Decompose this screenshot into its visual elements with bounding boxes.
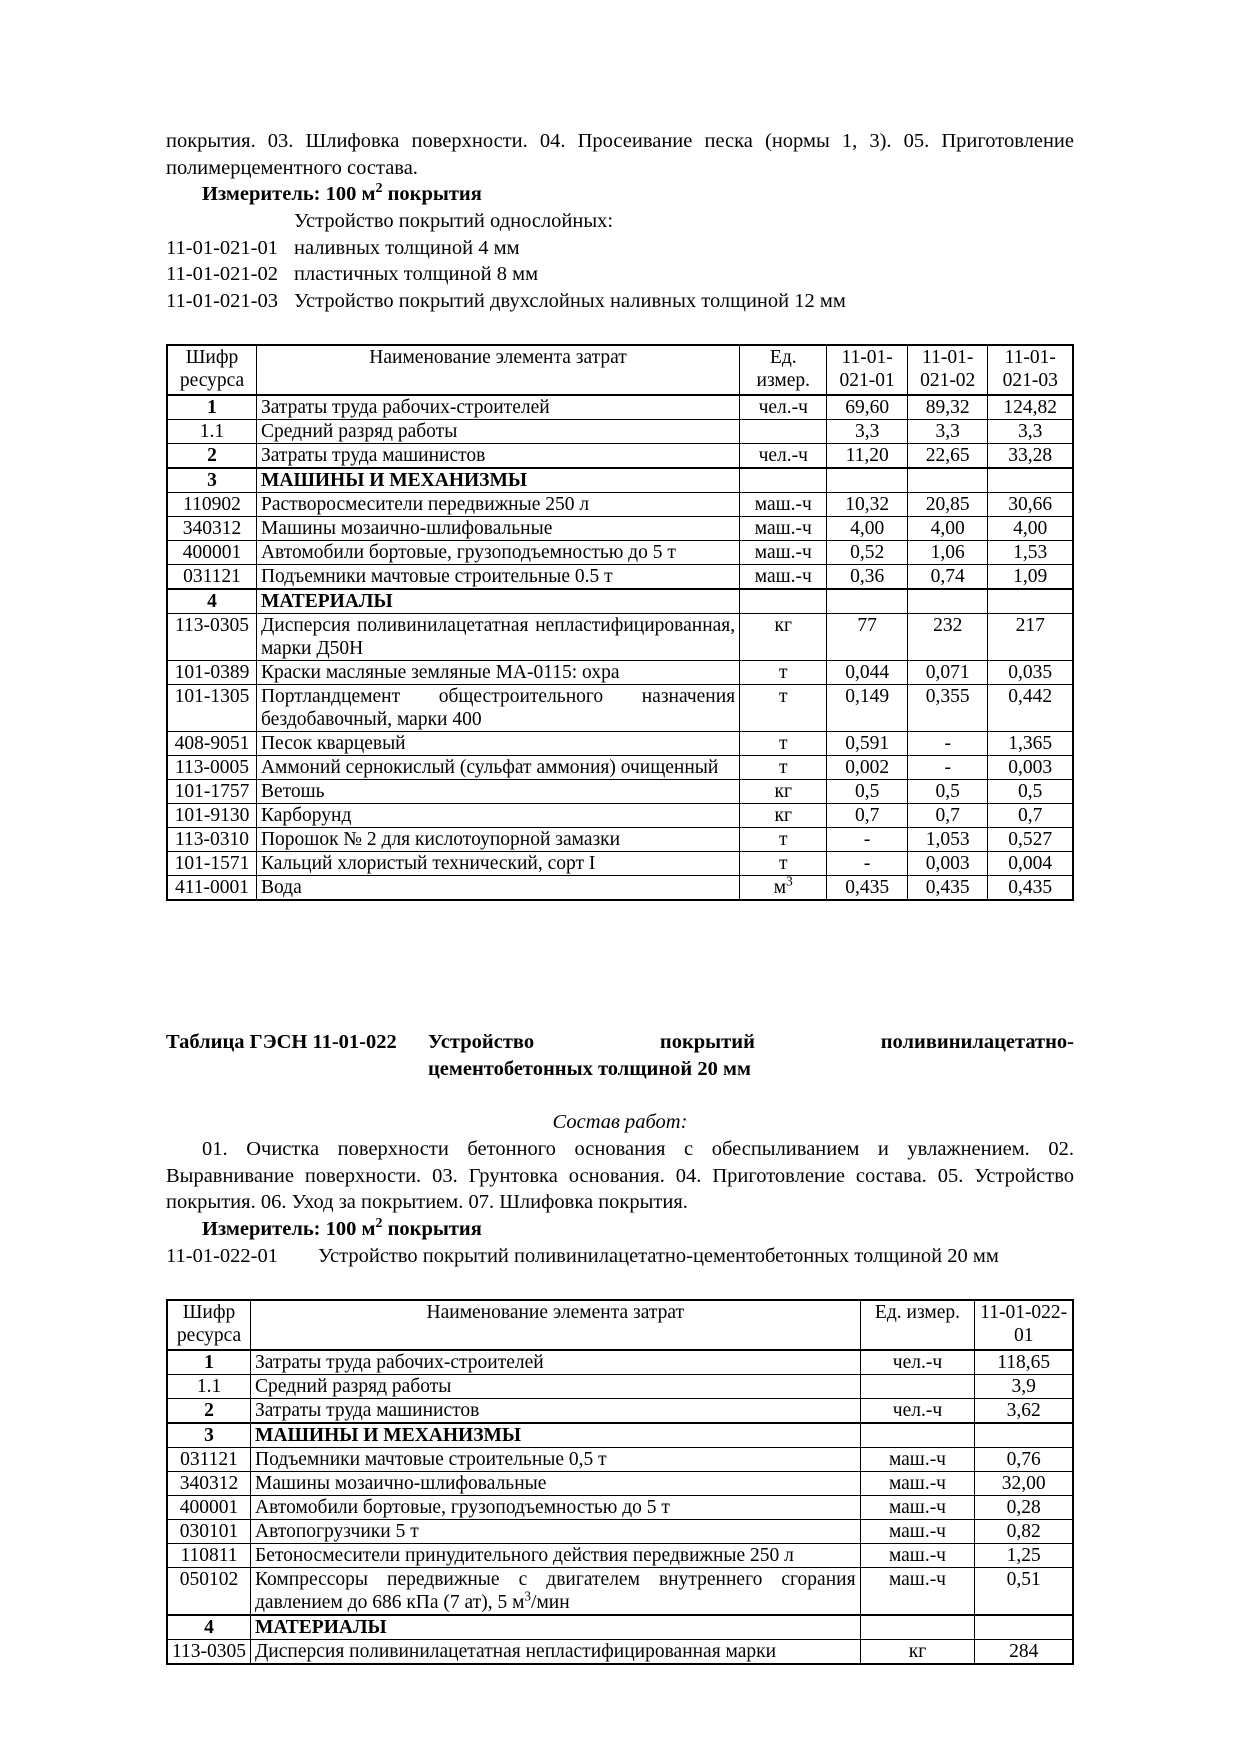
cell-resource-code: 4 <box>167 589 256 614</box>
cell-unit: маш.-ч <box>860 1520 975 1544</box>
cell-value-1: 0,82 <box>975 1520 1073 1544</box>
cell-resource-code: 110902 <box>167 493 256 517</box>
cell-resource-name: Дисперсия поливинилацетатная непластифицированная, марки Д50Н <box>256 614 739 661</box>
cell-value-2: 0,74 <box>907 565 988 590</box>
code-desc: наливных толщиной 4 мм <box>294 236 520 259</box>
cell-value-1: 0,51 <box>975 1568 1073 1616</box>
cell-resource-name: Автомобили бортовые, грузоподъемностью до 5 т <box>256 541 739 565</box>
cell-value-2: - <box>907 756 988 780</box>
cell-resource-code: 031121 <box>167 565 256 590</box>
cell-resource-name: Карборунд <box>256 804 739 828</box>
header-col-11-01-021-03: 11-01-021-03 <box>988 345 1073 395</box>
cell-value-3: 0,442 <box>988 685 1073 732</box>
cell-resource-code: 101-1305 <box>167 685 256 732</box>
cell-resource-name: Аммоний сернокислый (сульфат аммония) очищенный <box>256 756 739 780</box>
cell-unit: кг <box>740 804 827 828</box>
cell-value-2: 232 <box>907 614 988 661</box>
cell-value-3: 0,435 <box>988 876 1073 901</box>
cell-value-2: - <box>907 732 988 756</box>
cell-resource-code: 340312 <box>167 517 256 541</box>
table-row <box>167 517 1073 541</box>
cell-resource-code: 1 <box>167 1350 251 1375</box>
table-title-line1: Устройство покрытий поливинилацетатно- <box>428 1031 1074 1053</box>
cell-value-1 <box>827 589 908 614</box>
cell-value-1: - <box>827 852 908 876</box>
table-row <box>167 1520 1073 1544</box>
cell-value-2: 0,7 <box>907 804 988 828</box>
cell-resource-name: Подъемники мачтовые строительные 0.5 т <box>256 565 739 590</box>
cell-resource-code: 340312 <box>167 1472 251 1496</box>
cell-resource-name: Растворосмесители передвижные 250 л <box>256 493 739 517</box>
cell-value-3: 33,28 <box>988 444 1073 469</box>
table-row <box>167 541 1073 565</box>
cell-resource-name: Затраты труда машинистов <box>256 444 739 469</box>
cell-unit: т <box>740 852 827 876</box>
code-line-item <box>166 261 1074 288</box>
measure-label: Измеритель: 100 м <box>202 1217 376 1240</box>
cell-unit: маш.-ч <box>860 1544 975 1568</box>
cell-value-1 <box>975 1423 1073 1448</box>
table-row <box>167 1615 1073 1640</box>
page-content <box>166 128 1074 1665</box>
table-label: Таблица ГЭСН 11-01-022 <box>166 1031 397 1053</box>
table-title-block-2 <box>166 1029 1074 1083</box>
cell-unit: кг <box>860 1640 975 1665</box>
cell-value-1: 69,60 <box>827 395 908 420</box>
cell-value-3: 0,004 <box>988 852 1073 876</box>
table-row <box>167 589 1073 614</box>
table-row <box>167 614 1073 661</box>
cell-resource-name: Средний разряд работы <box>251 1375 861 1399</box>
cell-unit: чел.-ч <box>860 1399 975 1424</box>
table-row <box>167 852 1073 876</box>
cell-resource-code: 113-0305 <box>167 614 256 661</box>
code-id: 11-01-022-01 <box>166 1244 278 1267</box>
cell-value-3: 4,00 <box>988 517 1073 541</box>
table-row <box>167 493 1073 517</box>
cell-value-3: 3,3 <box>988 420 1073 444</box>
cell-value-3: 0,035 <box>988 661 1073 685</box>
cell-value-2 <box>907 468 988 493</box>
cell-value-1: 11,20 <box>827 444 908 469</box>
table-row <box>167 444 1073 469</box>
cell-value-1: 0,149 <box>827 685 908 732</box>
cell-value-3: 1,365 <box>988 732 1073 756</box>
table-title-line2: цементобетонных толщиной 20 мм <box>428 1058 751 1080</box>
cell-value-1: 118,65 <box>975 1350 1073 1375</box>
table-row <box>167 756 1073 780</box>
cell-resource-code: 050102 <box>167 1568 251 1616</box>
cell-resource-name: Затраты труда машинистов <box>251 1399 861 1424</box>
cell-unit <box>740 468 827 493</box>
measure-exponent: 2 <box>375 181 383 197</box>
cell-unit: маш.-ч <box>860 1448 975 1472</box>
cell-resource-name: Портландцемент общестроительного назначения бездобавочный, марки 400 <box>256 685 739 732</box>
cell-value-1: 284 <box>975 1640 1073 1665</box>
cell-value-2: 22,65 <box>907 444 988 469</box>
cell-resource-name: Ветошь <box>256 780 739 804</box>
cell-resource-code: 113-0310 <box>167 828 256 852</box>
code-id: 11-01-021-02 <box>166 263 278 285</box>
cell-resource-code: 101-9130 <box>167 804 256 828</box>
cell-value-1: 3,62 <box>975 1399 1073 1424</box>
cell-resource-code: 101-0389 <box>167 661 256 685</box>
spacer <box>166 985 1074 1029</box>
code-desc: Устройство покрытий двухслойных наливных толщиной 12 мм <box>294 289 846 312</box>
cell-value-3: 30,66 <box>988 493 1073 517</box>
measure-tail: покрытия <box>382 183 482 205</box>
cell-value-3: 124,82 <box>988 395 1073 420</box>
cell-value-3: 0,7 <box>988 804 1073 828</box>
cell-value-1: 32,00 <box>975 1472 1073 1496</box>
cell-unit <box>860 1375 975 1399</box>
cell-resource-name: Кальций хлористый технический, сорт I <box>256 852 739 876</box>
code-line-item <box>166 288 1074 315</box>
header-resource-name: Наименование элемента затрат <box>251 1300 861 1350</box>
cell-unit: $м^3$ <box>740 876 827 901</box>
measure-exponent: 2 <box>375 1215 383 1231</box>
cell-resource-code: 101-1757 <box>167 780 256 804</box>
table-row <box>167 1423 1073 1448</box>
cell-unit: т <box>740 685 827 732</box>
measure-label: Измеритель: 100 м <box>202 183 376 205</box>
table-row <box>167 685 1073 732</box>
cell-unit: маш.-ч <box>740 517 827 541</box>
table-row <box>167 395 1073 420</box>
cell-value-2 <box>907 589 988 614</box>
cell-value-1: 0,36 <box>827 565 908 590</box>
cell-value-1: 0,435 <box>827 876 908 901</box>
header-resource-code: Шифр ресурса <box>167 345 256 395</box>
cell-resource-code: 400001 <box>167 1496 251 1520</box>
cell-unit <box>860 1615 975 1640</box>
cell-resource-name: Компрессоры передвижные с двигателем внутреннего сгорания давлением до 686 кПа (7 ат), 5 $м^3$/мин <box>251 1568 861 1616</box>
measure-tail: покрытия <box>382 1217 482 1240</box>
unit-exponent: 3 <box>786 873 793 889</box>
table-row <box>167 1472 1073 1496</box>
header-col-11-01-021-01: 11-01-021-01 <box>827 345 908 395</box>
table-row <box>167 732 1073 756</box>
cell-resource-code: 400001 <box>167 541 256 565</box>
table-row <box>167 1350 1073 1375</box>
cell-value-1: 0,002 <box>827 756 908 780</box>
cell-value-1: 0,28 <box>975 1496 1073 1520</box>
cell-value-1: 10,32 <box>827 493 908 517</box>
table-row <box>167 1640 1073 1665</box>
cell-unit: чел.-ч <box>740 395 827 420</box>
header-col-11-01-021-02: 11-01-021-02 <box>907 345 988 395</box>
code-desc: Устройство покрытий поливинилацетатно-цементобетонных толщиной 20 мм <box>318 1244 999 1267</box>
cell-value-2: 0,003 <box>907 852 988 876</box>
cell-value-2: 3,3 <box>907 420 988 444</box>
spacer <box>166 1083 1074 1109</box>
cell-value-1: 0,5 <box>827 780 908 804</box>
cell-value-3: 0,527 <box>988 828 1073 852</box>
cell-value-3: 217 <box>988 614 1073 661</box>
code-id: 11-01-021-03 <box>166 289 278 312</box>
cell-value-2: 1,053 <box>907 828 988 852</box>
table1-body <box>167 345 1073 900</box>
cell-resource-code: 113-0005 <box>167 756 256 780</box>
cell-resource-code: 1 <box>167 395 256 420</box>
cell-value-1: - <box>827 828 908 852</box>
table-row <box>167 1399 1073 1424</box>
sostav-body: 01. Очистка поверхности бетонного основания с обеспыливанием и увлажнением. 02. Выравнивание поверхности. 03. Грунтовка основания. 04. Приготовление состава. 05. Устройство покрытия. 06. Уход за покрытием. 07. Шлифовка покрытия. <box>166 1138 1074 1213</box>
header-unit: Ед. измер. <box>860 1300 975 1350</box>
cell-value-2: 1,06 <box>907 541 988 565</box>
cell-resource-code: 030101 <box>167 1520 251 1544</box>
table-row <box>167 1448 1073 1472</box>
cell-value-2: 0,5 <box>907 780 988 804</box>
cell-resource-code: 3 <box>167 1423 251 1448</box>
header-resource-name: Наименование элемента затрат <box>256 345 739 395</box>
cell-unit: кг <box>740 780 827 804</box>
cell-resource-name: Затраты труда рабочих-строителей <box>251 1350 861 1375</box>
header-col-11-01-022-01: 11-01-022-01 <box>975 1300 1073 1350</box>
cell-resource-name: Машины мозаично-шлифовальные <box>256 517 739 541</box>
cell-resource-code: 2 <box>167 1399 251 1424</box>
cell-unit: т <box>740 828 827 852</box>
table2-body <box>167 1300 1073 1664</box>
cell-unit: маш.-ч <box>860 1472 975 1496</box>
resource-table-11-01-021 <box>166 344 1074 901</box>
cell-unit <box>740 589 827 614</box>
cell-value-2: 4,00 <box>907 517 988 541</box>
cell-resource-name: Дисперсия поливинилацетатная непластифицированная марки <box>251 1640 861 1665</box>
cell-value-1: 0,7 <box>827 804 908 828</box>
cell-value-2: 20,85 <box>907 493 988 517</box>
code-id: 11-01-021-01 <box>166 236 278 259</box>
cell-value-3 <box>988 468 1073 493</box>
cell-value-1: 0,52 <box>827 541 908 565</box>
cell-value-3: 1,09 <box>988 565 1073 590</box>
cell-value-1 <box>827 468 908 493</box>
table-row <box>167 420 1073 444</box>
cell-value-3: 0,003 <box>988 756 1073 780</box>
table-row <box>167 876 1073 901</box>
table-row <box>167 1375 1073 1399</box>
cell-resource-code: 1.1 <box>167 1375 251 1399</box>
cell-resource-name: Порошок № 2 для кислотоупорной замазки <box>256 828 739 852</box>
cell-unit: т <box>740 756 827 780</box>
cell-unit: чел.-ч <box>740 444 827 469</box>
table-row <box>167 1568 1073 1616</box>
cell-value-2: 0,435 <box>907 876 988 901</box>
cell-unit: чел.-ч <box>860 1350 975 1375</box>
table-header-row <box>167 345 1073 395</box>
cell-unit: кг <box>740 614 827 661</box>
cell-resource-name: Краски масляные земляные МА-0115: охра <box>256 661 739 685</box>
header-unit: Ед. измер. <box>740 345 827 395</box>
cell-value-1: 0,591 <box>827 732 908 756</box>
resource-table-11-01-022 <box>166 1299 1074 1665</box>
table-row <box>167 804 1073 828</box>
cell-resource-code: 031121 <box>167 1448 251 1472</box>
code-line-item <box>166 1243 1074 1270</box>
cell-resource-code: 2 <box>167 444 256 469</box>
cell-resource-name: МАШИНЫ И МЕХАНИЗМЫ <box>256 468 739 493</box>
cell-value-1: 0,044 <box>827 661 908 685</box>
cell-value-1: 0,76 <box>975 1448 1073 1472</box>
spacer <box>166 901 1074 985</box>
table-row <box>167 1544 1073 1568</box>
cell-resource-name: Машины мозаично-шлифовальные <box>251 1472 861 1496</box>
table-row <box>167 468 1073 493</box>
cell-value-2: 0,355 <box>907 685 988 732</box>
cell-value-1: 4,00 <box>827 517 908 541</box>
code-desc: пластичных толщиной 8 мм <box>294 263 539 285</box>
cell-resource-name: МАТЕРИАЛЫ <box>256 589 739 614</box>
intro-paragraph: покрытия. 03. Шлифовка поверхности. 04. Просеивание песка (нормы 1, 3). 05. Приготовление полимерцементного состава. <box>166 130 1074 179</box>
cell-unit <box>860 1423 975 1448</box>
cell-value-1: 3,9 <box>975 1375 1073 1399</box>
cell-value-1 <box>975 1615 1073 1640</box>
cell-resource-name: Автомобили бортовые, грузоподъемностью до 5 т <box>251 1496 861 1520</box>
cell-unit: маш.-ч <box>740 565 827 590</box>
table-header-row <box>167 1300 1073 1350</box>
cell-value-1: 77 <box>827 614 908 661</box>
cell-unit: маш.-ч <box>860 1568 975 1616</box>
spacer <box>166 314 1074 344</box>
cell-resource-name: МАШИНЫ И МЕХАНИЗМЫ <box>251 1423 861 1448</box>
cell-resource-code: 1.1 <box>167 420 256 444</box>
cell-resource-code: 408-9051 <box>167 732 256 756</box>
cell-unit <box>740 420 827 444</box>
cell-value-1: 3,3 <box>827 420 908 444</box>
cell-value-1: 1,25 <box>975 1544 1073 1568</box>
cell-resource-name: МАТЕРИАЛЫ <box>251 1615 861 1640</box>
measure-line-1 <box>166 181 1074 208</box>
header-resource-code: Шифр ресурса <box>167 1300 251 1350</box>
measure-line-2 <box>166 1216 1074 1243</box>
cell-value-2: 89,32 <box>907 395 988 420</box>
cell-resource-name: Бетоносмесители принудительного действия передвижные 250 л <box>251 1544 861 1568</box>
sostav-text <box>166 1136 1074 1216</box>
cell-resource-code: 4 <box>167 1615 251 1640</box>
code-line-item <box>166 235 1074 262</box>
exponent: 3 <box>524 1588 532 1604</box>
table-row <box>167 661 1073 685</box>
cell-resource-name: Автопогрузчики 5 т <box>251 1520 861 1544</box>
cell-resource-code: 110811 <box>167 1544 251 1568</box>
sostav-heading: Состав работ: <box>552 1111 688 1133</box>
cell-resource-name: Средний разряд работы <box>256 420 739 444</box>
table-title-text <box>428 1029 1074 1083</box>
table-row <box>167 565 1073 590</box>
cell-resource-code: 3 <box>167 468 256 493</box>
cell-resource-name: Затраты труда рабочих-строителей <box>256 395 739 420</box>
cell-resource-name: Вода <box>256 876 739 901</box>
cell-unit: т <box>740 661 827 685</box>
cell-unit: маш.-ч <box>860 1496 975 1520</box>
cell-resource-code: 411-0001 <box>167 876 256 901</box>
cell-resource-name: Песок кварцевый <box>256 732 739 756</box>
cell-resource-code: 113-0305 <box>167 1640 251 1665</box>
table-row <box>167 828 1073 852</box>
cell-value-2: 0,071 <box>907 661 988 685</box>
cell-unit: т <box>740 732 827 756</box>
spacer <box>166 1269 1074 1299</box>
table-row <box>167 1496 1073 1520</box>
cell-value-3: 1,53 <box>988 541 1073 565</box>
table-row <box>167 780 1073 804</box>
cell-unit: маш.-ч <box>740 493 827 517</box>
cell-resource-code: 101-1571 <box>167 852 256 876</box>
cell-value-3: 0,5 <box>988 780 1073 804</box>
cell-resource-name: Подъемники мачтовые строительные 0,5 т <box>251 1448 861 1472</box>
cell-value-3 <box>988 589 1073 614</box>
cell-unit: маш.-ч <box>740 541 827 565</box>
group-heading-1: Устройство покрытий однослойных: <box>294 210 614 232</box>
